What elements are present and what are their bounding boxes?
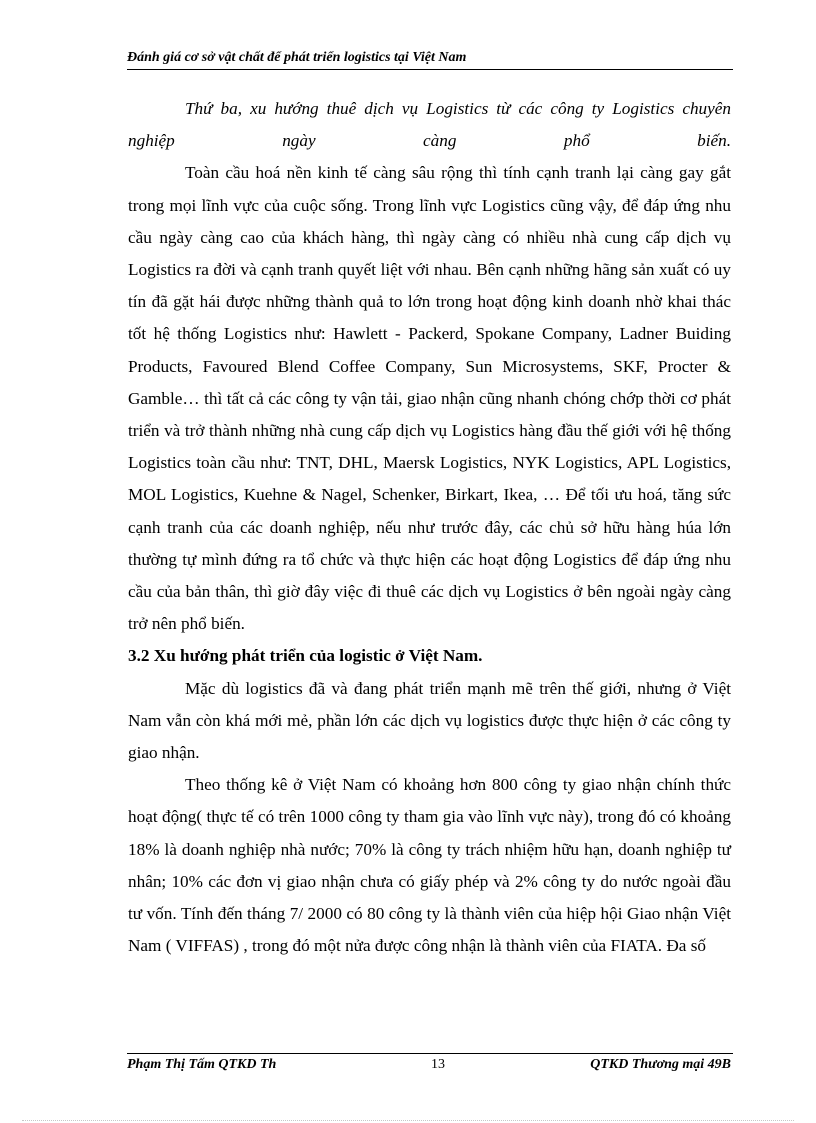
- footer-author: Phạm Thị Tấm QTKD Th: [127, 1057, 277, 1072]
- paragraph-statistics: Theo thống kê ở Việt Nam có khoảng hơn 800 công ty giao nhận chính thức hoạt động( thực tế có trên 1000 công ty tham gia vào lĩnh vực này), trong đó có khoảng 18% là doanh nghiệp nhà nước; 70% là công ty trách nhiệm hữu hạn, doanh nghiệp tư nhân; 10% các đơn vị giao nhận chưa có giấy phép và 2% công ty do nước ngoài đầu tư vốn. Tính đến tháng 7/ 2000 có 80 công ty là thành viên của hiệp hội Giao nhận Việt Nam ( VIFFAS) , trong đó một nửa được công nhận là thành viên của FIATA. Đa số: [128, 775, 731, 956]
- paragraph-globalization: Toàn cầu hoá nền kinh tế càng sâu rộng thì tính cạnh tranh lại càng gay gắt trong mọi lĩnh vực của cuộc sống. Trong lĩnh vực Logistics cũng vậy, để đáp ứng nhu cầu ngày càng cao của khách hàng, thì ngày càng có nhiều nhà cung cấp dịch vụ Logistics ra đời và cạnh tranh quyết liệt với nhau. Bên cạnh những hãng sản xuất có uy tín đã gặt hái được những thành quả to lớn trong hoạt động kinh doanh nhờ khai thác tốt hệ thống Logistics như: Hawlett - Packerd, Spokane Company, Ladner Buiding Products, Favoured Blend Coffee Company, Sun Microsystems, SKF, Procter & Gamble… thì tất cả các công ty vận tải, giao nhận cũng nhanh chóng chớp thời cơ phát triển và trở thành những nhà cung cấp dịch vụ Logistics hàng đầu thế giới với hệ thống Logistics toàn cầu như: TNT, DHL, Maersk Logistics, NYK Logistics, APL Logistics, MOL Logistics, Kuehne & Nagel, Schenker, Birkart, Ikea, … Để tối ưu hoá, tăng sức cạnh tranh của các doanh nghiệp, nếu như trước đây, các chủ sở hữu hàng húa lớn thường tự mình đứng ra tổ chức và thực hiện các hoạt động Logistics để đáp ứng nhu cầu của bản thân, thì giờ đây việc đi thuê các dịch vụ Logistics ở bên ngoài ngày càng trở nên phổ biến.: [128, 163, 731, 634]
- running-header: Đánh giá cơ sở vật chất để phát triển logistics tại Việt Nam: [127, 50, 733, 70]
- document-body: [128, 93, 731, 962]
- italic-paragraph: Thứ ba, xu hướng thuê dịch vụ Logistics từ các công ty Logistics chuyên nghiệp ngày càng phổ biến.: [128, 99, 731, 151]
- paragraph-vietnam-logistics: Mặc dù logistics đã và đang phát triển mạnh mẽ trên thế giới, nhưng ở Việt Nam vẫn còn khá mới mẻ, phần lớn các dịch vụ logistics được thực hiện ở các công ty giao nhận.: [128, 678, 731, 763]
- footer-divider: [127, 1053, 733, 1054]
- page-edge-divider: [22, 1120, 794, 1121]
- footer-class: QTKD Thương mại 49B: [590, 1057, 731, 1072]
- section-heading: 3.2 Xu hướng phát triển của logistic ở Việt Nam.: [128, 646, 483, 666]
- page-number: 13: [431, 1057, 445, 1072]
